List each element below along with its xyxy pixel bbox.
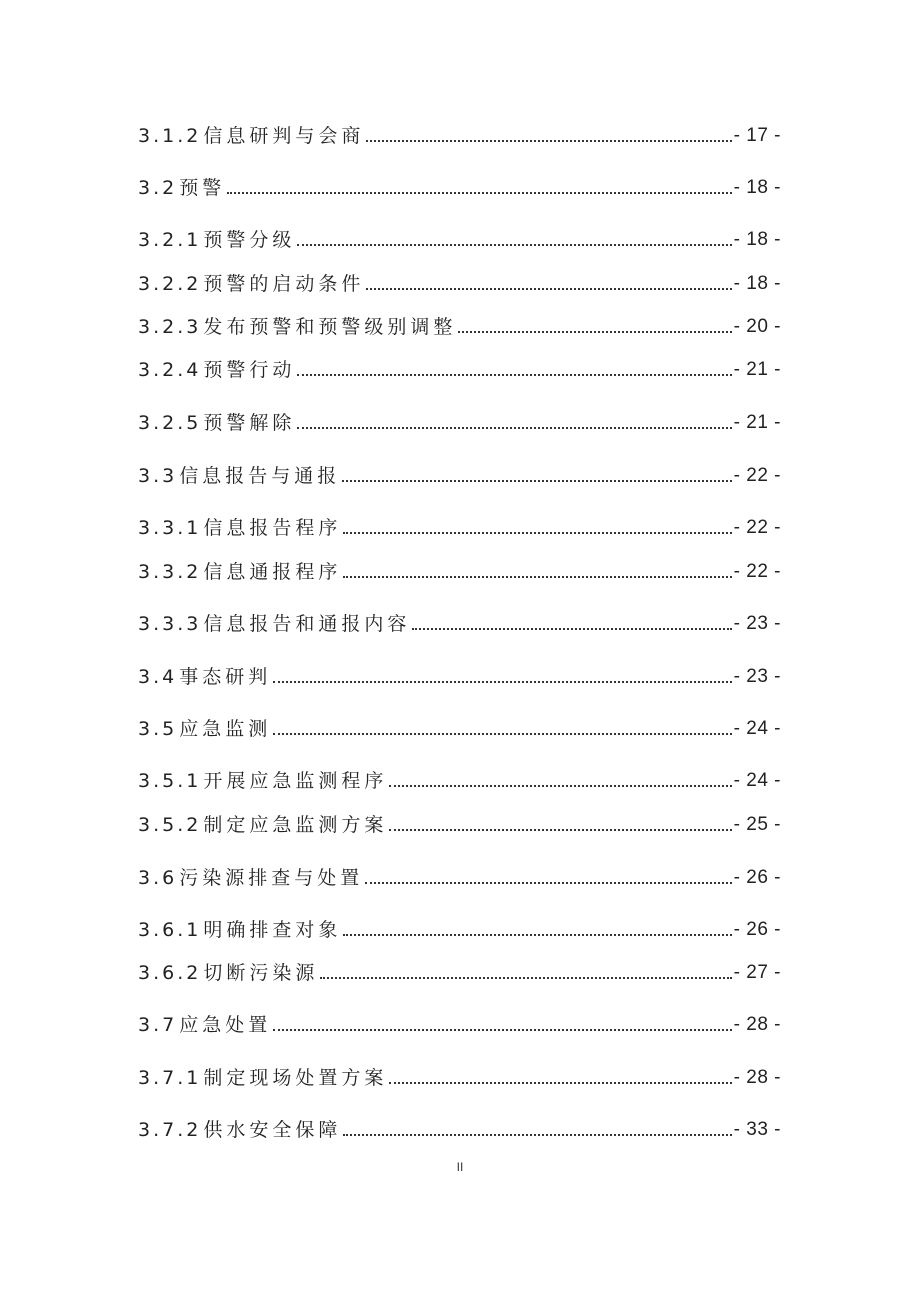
toc-entry[interactable]	[138, 266, 781, 296]
toc-entry-page: - 25 -	[733, 814, 781, 835]
toc-entry-page: - 20 -	[733, 316, 781, 337]
toc-entry-title: 切断污染源	[203, 962, 319, 984]
toc-entry-number: 3.7.2	[138, 1119, 202, 1141]
toc-entry-page: - 24 -	[733, 718, 781, 739]
toc-entry[interactable]	[138, 763, 781, 793]
toc-entry-number: 3.7	[138, 1014, 178, 1036]
toc-entry[interactable]	[138, 510, 781, 540]
toc-entry-title: 预警分级	[203, 229, 296, 251]
toc-entry-number: 3.2.4	[138, 359, 202, 381]
page-number: II	[456, 1160, 464, 1174]
toc-entry[interactable]	[138, 1007, 781, 1037]
toc-entry[interactable]	[138, 606, 781, 636]
toc-dot-leader	[343, 934, 731, 936]
toc-entry-number: 3.3.3	[138, 613, 202, 635]
toc-entry-title: 预警解除	[203, 412, 296, 434]
toc-entry-page: - 24 -	[733, 770, 781, 791]
toc-entry-title: 事态研判	[179, 666, 272, 688]
toc-entry-page: - 22 -	[733, 561, 781, 582]
toc-entry-title: 明确排查对象	[203, 919, 342, 941]
toc-entry-number: 3.6.1	[138, 919, 202, 941]
toc-entry-title: 开展应急监测程序	[203, 770, 388, 792]
toc-entry-page: - 33 -	[733, 1119, 781, 1140]
toc-entry-title: 制定现场处置方案	[203, 1067, 388, 1089]
toc-entry-number: 3.7.1	[138, 1067, 202, 1089]
toc-entry-page: - 22 -	[733, 517, 781, 538]
toc-entry-title: 制定应急监测方案	[203, 814, 388, 836]
toc-entry-number: 3.4	[138, 666, 178, 688]
toc-entry[interactable]	[138, 807, 781, 837]
toc-entry-page: - 26 -	[733, 919, 781, 940]
toc-dot-leader	[273, 681, 731, 683]
toc-dot-leader	[227, 192, 731, 194]
toc-entry-page: - 18 -	[733, 177, 781, 198]
toc-dot-leader	[412, 628, 731, 630]
toc-entry-page: - 22 -	[733, 465, 781, 486]
toc-entry-title: 污染源排查与处置	[179, 867, 364, 889]
toc-entry-number: 3.5	[138, 718, 178, 740]
toc-entry-number: 3.5.1	[138, 770, 202, 792]
toc-entry-number: 3.3.2	[138, 561, 202, 583]
toc-entry[interactable]	[138, 659, 781, 689]
toc-entry-title: 预警的启动条件	[203, 273, 365, 295]
toc-entry-number: 3.2	[138, 177, 178, 199]
toc-entry-page: - 28 -	[733, 1067, 781, 1088]
toc-entry-number: 3.6	[138, 867, 178, 889]
toc-entry[interactable]	[138, 860, 781, 890]
toc-entry-page: - 18 -	[733, 229, 781, 250]
toc-entry-title: 供水安全保障	[203, 1119, 342, 1141]
toc-entry-page: - 26 -	[733, 867, 781, 888]
toc-dot-leader	[389, 1082, 731, 1084]
toc-entry-number: 3.3	[138, 465, 178, 487]
toc-entry-number: 3.2.3	[138, 316, 202, 338]
toc-dot-leader	[297, 244, 731, 246]
toc-dot-leader	[389, 829, 731, 831]
toc-entry[interactable]	[138, 309, 781, 339]
toc-entry-page: - 28 -	[733, 1014, 781, 1035]
toc-dot-leader	[343, 532, 731, 534]
toc-entry-number: 3.1.2	[138, 125, 202, 147]
toc-dot-leader	[273, 733, 731, 735]
toc-dot-leader	[342, 480, 731, 482]
toc-entry-page: - 17 -	[733, 125, 781, 146]
toc-entry-title: 信息通报程序	[203, 561, 342, 583]
toc-entry-title: 信息报告程序	[203, 517, 342, 539]
toc-entry-page: - 27 -	[733, 962, 781, 983]
toc-dot-leader	[343, 1134, 731, 1136]
toc-entry-page: - 21 -	[733, 412, 781, 433]
toc-entry-title: 预警	[179, 177, 226, 199]
toc-entry[interactable]	[138, 912, 781, 942]
toc-dot-leader	[343, 576, 731, 578]
toc-entry-number: 3.5.2	[138, 814, 202, 836]
toc-entry[interactable]	[138, 1060, 781, 1090]
toc-entry-number: 3.2.2	[138, 273, 202, 295]
toc-entry[interactable]	[138, 458, 781, 488]
toc-entry[interactable]	[138, 405, 781, 435]
toc-entry-number: 3.2.5	[138, 412, 202, 434]
toc-dot-leader	[273, 1029, 731, 1031]
toc-entry-title: 应急处置	[179, 1014, 272, 1036]
toc-entry-page: - 21 -	[733, 359, 781, 380]
toc-entry[interactable]	[138, 118, 781, 148]
toc-entry[interactable]	[138, 955, 781, 985]
toc-entry-title: 发布预警和预警级别调整	[203, 316, 457, 338]
toc-entry[interactable]	[138, 170, 781, 200]
toc-entry-page: - 18 -	[733, 273, 781, 294]
toc-dot-leader	[366, 288, 731, 290]
toc-entry[interactable]	[138, 222, 781, 252]
toc-entry-number: 3.6.2	[138, 962, 202, 984]
toc-dot-leader	[297, 427, 731, 429]
toc-entry-title: 信息报告和通报内容	[203, 613, 411, 635]
toc-entry-title: 信息研判与会商	[203, 125, 365, 147]
toc-dot-leader	[366, 140, 731, 142]
toc-entry[interactable]	[138, 554, 781, 584]
toc-entry-number: 3.3.1	[138, 517, 202, 539]
toc-entry[interactable]	[138, 711, 781, 741]
toc-entry-page: - 23 -	[733, 666, 781, 687]
toc-entry-title: 预警行动	[203, 359, 296, 381]
toc-dot-leader	[389, 785, 731, 787]
toc-entry-page: - 23 -	[733, 613, 781, 634]
toc-entry-title: 应急监测	[179, 718, 272, 740]
toc-entry[interactable]	[138, 1112, 781, 1142]
toc-entry-number: 3.2.1	[138, 229, 202, 251]
toc-entry[interactable]	[138, 352, 781, 382]
toc-dot-leader	[365, 882, 731, 884]
toc-dot-leader	[458, 331, 731, 333]
toc-dot-leader	[320, 977, 731, 979]
toc-entry-title: 信息报告与通报	[179, 465, 341, 487]
toc-dot-leader	[297, 374, 731, 376]
